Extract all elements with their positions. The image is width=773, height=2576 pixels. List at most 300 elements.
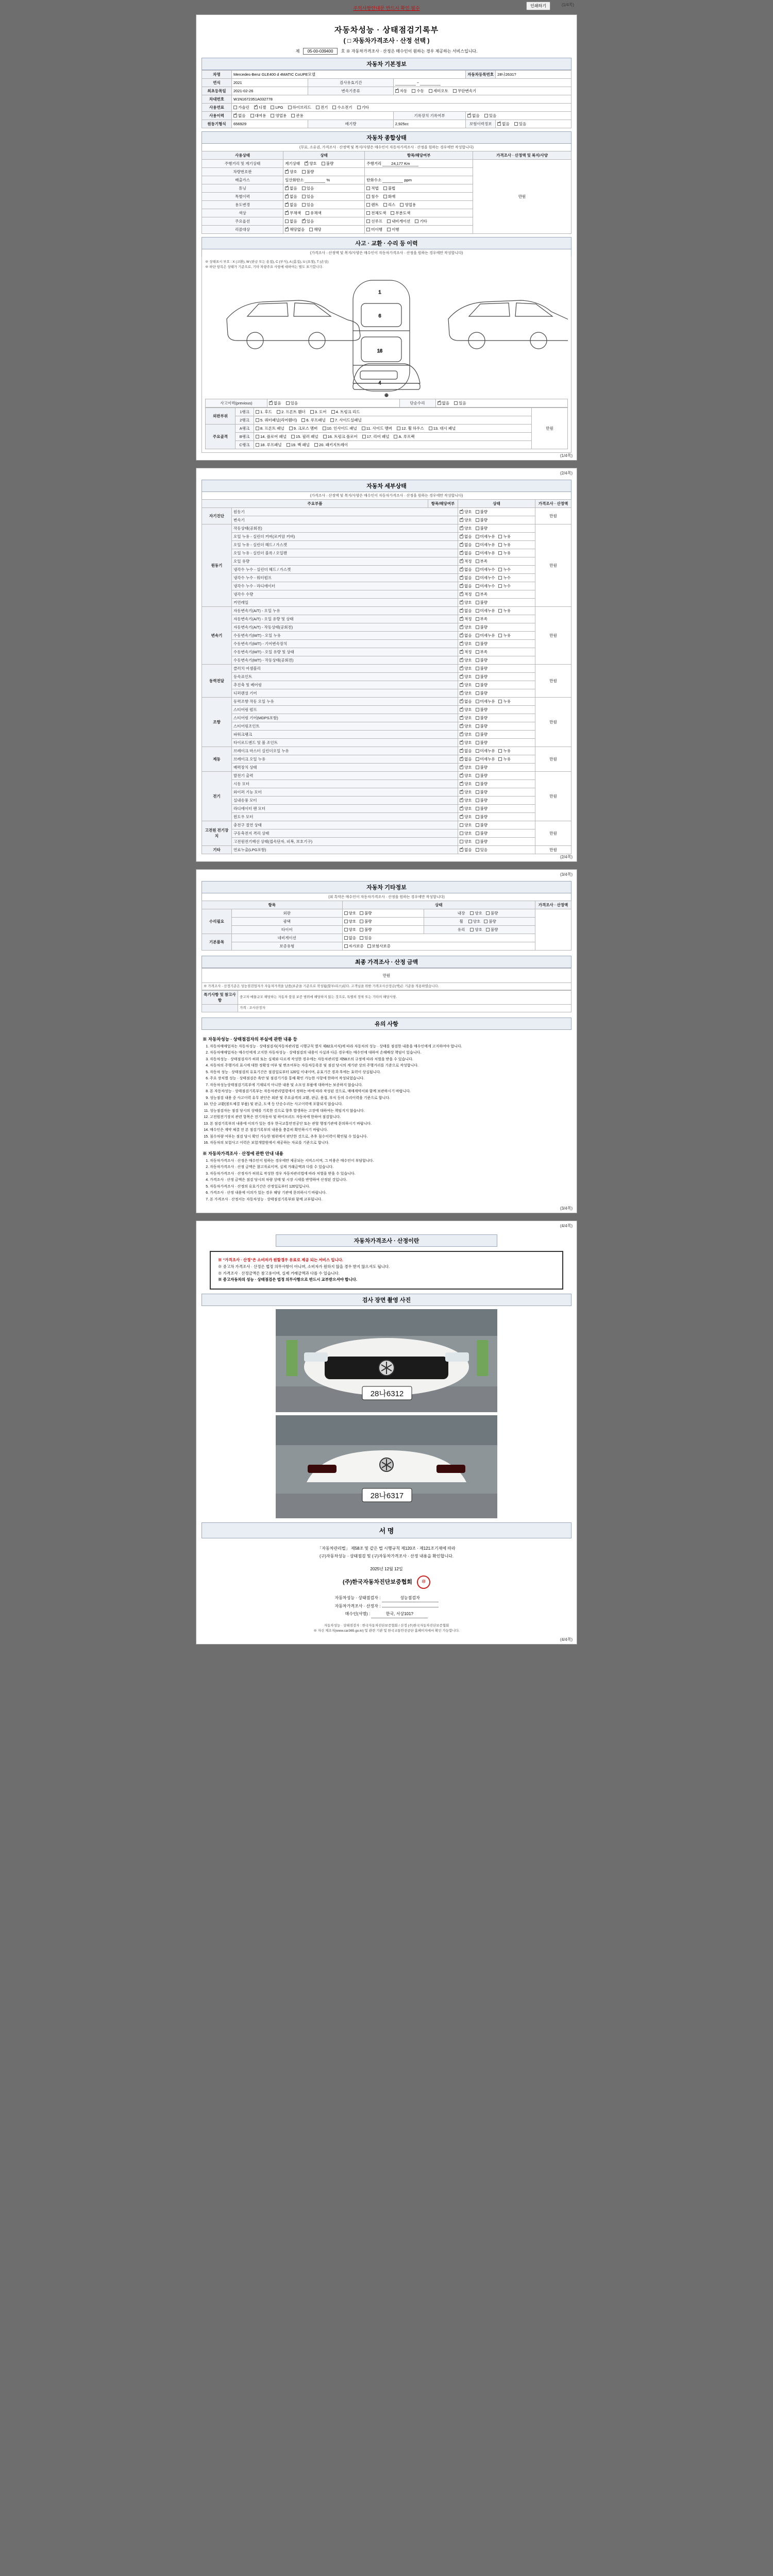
detail-header-state: 상태 bbox=[458, 499, 535, 507]
detail-item-state[interactable] bbox=[458, 582, 535, 590]
detail-item-state[interactable] bbox=[458, 738, 535, 747]
checkbox-icon[interactable] bbox=[460, 700, 463, 703]
checkbox-icon[interactable] bbox=[476, 683, 479, 687]
checkbox-icon[interactable] bbox=[476, 815, 479, 819]
detail-option[interactable]: ✓ 양호 bbox=[460, 666, 472, 671]
checkbox-icon[interactable] bbox=[460, 799, 463, 802]
notice-link[interactable]: 주의사항안내문 반드시 확인 필수 bbox=[353, 6, 420, 11]
detail-option[interactable]: 누유 bbox=[498, 756, 511, 762]
detail-option[interactable]: 불량 bbox=[476, 839, 488, 844]
detail-item-state[interactable] bbox=[458, 573, 535, 582]
detail-item-state[interactable] bbox=[458, 845, 535, 854]
detail-item-state[interactable] bbox=[458, 714, 535, 722]
detail-option[interactable]: 부족 bbox=[476, 591, 488, 597]
checkbox-icon[interactable] bbox=[476, 535, 479, 538]
detail-row bbox=[202, 672, 572, 681]
detail-item-state[interactable] bbox=[458, 516, 535, 524]
detail-option[interactable]: ✓ 없음 bbox=[460, 542, 472, 548]
checkbox-icon[interactable] bbox=[460, 642, 463, 646]
checkbox-icon[interactable] bbox=[498, 749, 502, 753]
detail-option[interactable]: 불량 bbox=[476, 798, 488, 803]
detail-option[interactable]: ✓ 양호 bbox=[460, 740, 472, 745]
footer-note-1: 자동차성능 · 상태점검자 : 한국자동차진단보증협회 / 산정 (주)한국자동차진단보증협회 bbox=[324, 1624, 449, 1628]
checkbox-icon[interactable] bbox=[476, 724, 479, 728]
detail-option[interactable]: ✓ 양호 bbox=[460, 682, 472, 688]
detail-item-label: 냉각수 누수 - 실린더 헤드 / 가스켓 bbox=[232, 565, 458, 573]
checkbox-icon[interactable] bbox=[476, 551, 479, 555]
detail-option[interactable]: ✓ 양호 bbox=[460, 641, 472, 647]
row-label-mileage: 주행거리 및 계기상태 bbox=[202, 160, 283, 168]
detail-option[interactable]: 미세누유 bbox=[476, 534, 495, 539]
checkbox-icon[interactable] bbox=[476, 749, 479, 753]
checkbox-icon[interactable] bbox=[460, 551, 463, 555]
detail-option[interactable]: 불량 bbox=[476, 682, 488, 688]
checkbox-icon[interactable] bbox=[476, 510, 479, 514]
detail-state-note: (가격조사 · 산정액 및 복지/사양은 매수인이 자동차가격조사 · 산정을 원하는 경우에만 작성합니다) bbox=[201, 492, 572, 499]
checkbox-icon[interactable] bbox=[460, 782, 463, 786]
accident-row-state-1: ✓ 없음 있음 bbox=[435, 399, 568, 407]
section-total-price: 최종 가격조사 · 산정 금액 bbox=[201, 956, 572, 968]
detail-item-state[interactable] bbox=[458, 705, 535, 714]
caution-list-item: 3. 자동차가격조사 · 산정자가 허위로 작성한 경우 자동차관리법에 따라 처벌을 받을 수 있습니다. bbox=[210, 1172, 570, 1177]
checkbox-icon[interactable] bbox=[476, 625, 479, 629]
detail-option[interactable]: 미세누유 bbox=[476, 633, 495, 638]
caution-list-item: 6. 가격조사 · 산정 내용에 이의가 있는 경우 해당 기관에 문의하시기 바랍니다. bbox=[210, 1191, 570, 1196]
checkbox-icon[interactable] bbox=[476, 741, 479, 744]
checkbox-icon[interactable] bbox=[460, 625, 463, 629]
detail-item-state[interactable] bbox=[458, 779, 535, 788]
detail-option[interactable]: 있음 bbox=[476, 847, 488, 853]
frame-item-1: 1. 후드 bbox=[260, 409, 272, 414]
row-label-emission: 배출가스 bbox=[202, 176, 283, 184]
detail-group-price: 만원 bbox=[535, 697, 572, 747]
detail-item-state[interactable] bbox=[458, 755, 535, 763]
detail-item-state[interactable] bbox=[458, 672, 535, 681]
checkbox-icon[interactable] bbox=[476, 592, 479, 596]
detail-option[interactable]: 미세누유 bbox=[476, 699, 495, 704]
detail-option[interactable]: ✓ 양호 bbox=[460, 723, 472, 729]
detail-item-state[interactable] bbox=[458, 524, 535, 532]
row-items-usechange: 렌트 리스 영업용 bbox=[365, 201, 473, 209]
checkbox-icon[interactable] bbox=[476, 617, 479, 621]
detail-option[interactable]: 불량 bbox=[476, 690, 488, 696]
frame-price-cell: 만원 bbox=[532, 408, 568, 449]
caution-list-item: 13. 본 점검기록부의 내용에 이의가 있는 경우 한국교통안전공단 또는 관할 행정기관에 문의하시기 바랍니다. bbox=[210, 1122, 570, 1127]
detail-option[interactable]: ✓ 양호 bbox=[460, 765, 472, 770]
detail-item-label: 윈도우 모터 bbox=[232, 812, 458, 821]
detail-item-state[interactable] bbox=[458, 549, 535, 557]
detail-option[interactable]: 누유 bbox=[498, 748, 511, 754]
detail-item-state[interactable] bbox=[458, 540, 535, 549]
detail-row bbox=[202, 730, 572, 738]
detail-option[interactable]: 불량 bbox=[476, 789, 488, 795]
detail-row bbox=[202, 540, 572, 549]
checkbox-icon[interactable] bbox=[476, 650, 479, 654]
inspection-photo-front bbox=[276, 1309, 497, 1412]
row-state-tuning: ✓ 없음 있음 bbox=[283, 184, 365, 193]
checkbox-icon[interactable] bbox=[476, 568, 479, 571]
section-cautions: 유의 사항 bbox=[201, 1018, 572, 1030]
detail-option[interactable]: ✓ 양호 bbox=[460, 814, 472, 820]
checkbox-icon[interactable] bbox=[460, 592, 463, 596]
detail-option[interactable]: 불량 bbox=[476, 740, 488, 745]
detail-item-state[interactable] bbox=[458, 639, 535, 648]
frame-rank-table bbox=[205, 408, 568, 449]
detail-option[interactable]: 불량 bbox=[476, 806, 488, 811]
detail-option[interactable]: 누유 bbox=[498, 699, 511, 704]
detail-item-state[interactable] bbox=[458, 681, 535, 689]
detail-group-price: 만원 bbox=[535, 845, 572, 854]
detail-group-label: 자기진단 bbox=[202, 507, 232, 524]
detail-item-state[interactable] bbox=[458, 648, 535, 656]
svg-text:1: 1 bbox=[378, 289, 381, 295]
section-accident-history: 사고 · 교환 · 수리 등 이력 bbox=[201, 237, 572, 249]
detail-option[interactable]: 불량 bbox=[476, 509, 488, 515]
detail-option[interactable]: 양호 bbox=[460, 822, 472, 828]
detail-option[interactable]: ✓ 양호 bbox=[460, 707, 472, 713]
detail-item-label: 발전기 출력 bbox=[232, 771, 458, 779]
detail-option[interactable]: 불량 bbox=[476, 624, 488, 630]
detail-option[interactable]: ✓ 양호 bbox=[460, 781, 472, 787]
caution-list-item: 6. 주요 장치별 성능 · 상태점검은 육안 및 점검기기를 통해 확인 가능한 사항에 한하여 작성되었습니다. bbox=[210, 1076, 570, 1082]
page-indicator-1: (1/4쪽) bbox=[561, 3, 574, 7]
detail-option[interactable]: ✓ 없음 bbox=[460, 847, 472, 853]
detail-option[interactable]: 불량 bbox=[476, 600, 488, 605]
checkbox-icon[interactable] bbox=[476, 691, 479, 695]
detail-option[interactable]: 불량 bbox=[476, 517, 488, 523]
detail-item-state[interactable] bbox=[458, 747, 535, 755]
checkbox-icon[interactable] bbox=[498, 584, 502, 588]
checkbox-icon[interactable] bbox=[460, 790, 463, 794]
checkbox-icon[interactable] bbox=[476, 733, 479, 736]
other-item-wheel: 휠 양호 불량 bbox=[424, 917, 535, 925]
detail-option[interactable]: 미세누유 bbox=[476, 550, 495, 556]
detail-option[interactable]: ✓ 없음 bbox=[460, 534, 472, 539]
page-indicator-3: (3/4쪽) bbox=[560, 872, 573, 877]
detail-option[interactable]: 양호 bbox=[460, 831, 472, 836]
detail-row bbox=[202, 796, 572, 804]
checkbox-icon[interactable] bbox=[476, 518, 479, 522]
detail-item-state[interactable] bbox=[458, 771, 535, 779]
detail-option[interactable]: 누수 bbox=[498, 583, 511, 589]
detail-option[interactable]: ✓ 양호 bbox=[460, 674, 472, 680]
checkbox-icon[interactable] bbox=[476, 766, 479, 769]
detail-item-state[interactable] bbox=[458, 829, 535, 837]
checkbox-icon[interactable] bbox=[460, 601, 463, 604]
checkbox-icon[interactable] bbox=[476, 807, 479, 810]
detail-item-state[interactable] bbox=[458, 697, 535, 705]
checkbox-icon[interactable] bbox=[460, 757, 463, 761]
value-motor: 656929 bbox=[232, 120, 308, 128]
detail-option[interactable]: ✓ 양호 bbox=[460, 526, 472, 531]
detail-item-state[interactable] bbox=[458, 606, 535, 615]
detail-option[interactable]: ✓ 양호 bbox=[460, 624, 472, 630]
detail-option[interactable]: 불량 bbox=[476, 822, 488, 828]
checkbox-icon[interactable] bbox=[476, 774, 479, 777]
row-items-emission bbox=[365, 176, 473, 184]
accident-legend-2: ※ 하단 항목은 상태가 기준으로, 기타 차량주요 사항에 대하여는 별도 표기합니다. bbox=[205, 265, 324, 269]
emission-hc-label: 탄화수소 bbox=[366, 178, 382, 182]
signature-row-0-value: 성능점검자 bbox=[382, 1594, 439, 1602]
detail-option[interactable]: 불량 bbox=[476, 641, 488, 647]
detail-option[interactable]: ✓ 적정 bbox=[460, 616, 472, 622]
detail-item-label: 원동기 bbox=[232, 507, 458, 516]
detail-item-state[interactable] bbox=[458, 507, 535, 516]
accident-note: (가격조사 · 산정액 및 복지/사양은 매수인이 자동차가격조사 · 산정을 원하는 경우에만 작성합니다) bbox=[201, 249, 572, 257]
mileage-value: 24,177 Km bbox=[382, 161, 418, 166]
checkbox-icon[interactable] bbox=[460, 675, 463, 679]
detail-item-state[interactable] bbox=[458, 812, 535, 821]
checkbox-icon[interactable] bbox=[476, 658, 479, 662]
other-label-repair: 수리필요 bbox=[202, 909, 232, 934]
checkbox-icon[interactable] bbox=[460, 733, 463, 736]
detail-option[interactable]: 불량 bbox=[476, 765, 488, 770]
detail-option[interactable]: 불량 bbox=[476, 814, 488, 820]
checkbox-icon[interactable] bbox=[460, 807, 463, 810]
detail-option[interactable]: ✓ 양호 bbox=[460, 600, 472, 605]
checkbox-icon[interactable] bbox=[476, 675, 479, 679]
detail-option[interactable]: 불량 bbox=[476, 715, 488, 721]
detail-option[interactable]: 미세누유 bbox=[476, 756, 495, 762]
checkbox-icon[interactable] bbox=[498, 568, 502, 571]
overall-state-table bbox=[201, 151, 572, 234]
detail-option[interactable]: 불량 bbox=[476, 773, 488, 778]
cautions-block bbox=[201, 1030, 572, 1206]
detail-option[interactable]: ✓ 적정 bbox=[460, 591, 472, 597]
detail-option[interactable]: 불량 bbox=[476, 781, 488, 787]
detail-option[interactable]: ✓ 없음 bbox=[460, 575, 472, 581]
detail-option[interactable]: ✓ 양호 bbox=[460, 657, 472, 663]
checkbox-icon[interactable] bbox=[460, 716, 463, 720]
detail-option[interactable]: 부족 bbox=[476, 616, 488, 622]
detail-option[interactable]: ✓ 양호 bbox=[460, 806, 472, 811]
other-item-warranty: 보증유형 bbox=[232, 942, 343, 950]
detail-item-state[interactable] bbox=[458, 689, 535, 697]
checkbox-icon[interactable] bbox=[476, 576, 479, 580]
main-rank-b-items bbox=[254, 432, 532, 440]
caution-list-item: 12. 고전원전기장치 관련 항목은 전기자동차 및 하이브리드 자동차에 한하여 점검합니다. bbox=[210, 1115, 570, 1121]
detail-option[interactable]: ✓ 없음 bbox=[460, 583, 472, 589]
checkbox-icon[interactable] bbox=[460, 667, 463, 670]
detail-item-state[interactable] bbox=[458, 557, 535, 565]
checkbox-icon[interactable] bbox=[460, 741, 463, 744]
detail-item-state[interactable] bbox=[458, 532, 535, 540]
checkbox-icon[interactable] bbox=[460, 568, 463, 571]
checkbox-icon[interactable] bbox=[476, 823, 479, 827]
checkbox-icon[interactable] bbox=[498, 609, 502, 613]
detail-option[interactable]: ✓ 양호 bbox=[460, 509, 472, 515]
checkbox-icon[interactable] bbox=[460, 766, 463, 769]
frame-label: 외판부위 bbox=[206, 408, 236, 424]
detail-option[interactable]: ✓ 양호 bbox=[460, 715, 472, 721]
checkbox-icon[interactable] bbox=[476, 757, 479, 761]
detail-option[interactable]: ✓ 없음 bbox=[460, 748, 472, 754]
detail-header-parts: 주요부품 bbox=[202, 499, 428, 507]
detail-option[interactable]: 부족 bbox=[476, 649, 488, 655]
detail-option[interactable]: ✓ 양호 bbox=[460, 732, 472, 737]
detail-option[interactable]: 양호 bbox=[460, 839, 472, 844]
detail-option[interactable]: 부족 bbox=[476, 558, 488, 564]
detail-row bbox=[202, 631, 572, 639]
detail-option[interactable]: 미세누수 bbox=[476, 583, 495, 589]
detail-item-state[interactable] bbox=[458, 722, 535, 730]
checkbox-icon[interactable] bbox=[460, 848, 463, 852]
checkbox-icon[interactable] bbox=[460, 518, 463, 522]
detail-option[interactable]: 불량 bbox=[476, 723, 488, 729]
checkbox-icon[interactable] bbox=[476, 609, 479, 613]
detail-option[interactable]: ✓ 적정 bbox=[460, 558, 472, 564]
checkbox-icon[interactable] bbox=[460, 584, 463, 588]
checkbox-icon[interactable] bbox=[476, 642, 479, 646]
detail-option[interactable]: ✓ 적정 bbox=[460, 649, 472, 655]
checkbox-icon[interactable] bbox=[498, 535, 502, 538]
detail-item-state[interactable] bbox=[458, 590, 535, 598]
checkbox-icon[interactable] bbox=[460, 634, 463, 637]
detail-row bbox=[202, 524, 572, 532]
special-notes-value-1: 가격 · 조사산정자 bbox=[238, 1005, 572, 1012]
checkbox-icon[interactable] bbox=[460, 840, 463, 843]
detail-item-state[interactable] bbox=[458, 598, 535, 606]
checkbox-icon[interactable] bbox=[498, 757, 502, 761]
print-button[interactable]: 인쇄하기 bbox=[526, 2, 550, 10]
checkbox-icon[interactable] bbox=[476, 716, 479, 720]
other-state-outer: 양호 불량 bbox=[342, 909, 424, 917]
checkbox-icon[interactable] bbox=[498, 700, 502, 703]
checkbox-icon[interactable] bbox=[460, 724, 463, 728]
detail-option[interactable]: 미세누유 bbox=[476, 608, 495, 614]
checkbox-icon[interactable] bbox=[460, 823, 463, 827]
checkbox-icon[interactable] bbox=[476, 799, 479, 802]
detail-item-label: 커먼레일 bbox=[232, 598, 458, 606]
checkbox-icon[interactable] bbox=[460, 832, 463, 835]
checkbox-icon[interactable] bbox=[498, 576, 502, 580]
checkbox-icon[interactable] bbox=[460, 576, 463, 580]
checkbox-icon[interactable] bbox=[476, 560, 479, 563]
detail-option[interactable]: ✓ 없음 bbox=[460, 608, 472, 614]
checkbox-icon[interactable] bbox=[460, 815, 463, 819]
checkbox-icon[interactable] bbox=[498, 543, 502, 547]
signature-row-0: 자동차성능 · 상태점검자 : 성능점검자 bbox=[201, 1594, 572, 1602]
detail-item-state[interactable] bbox=[458, 565, 535, 573]
detail-item-state[interactable] bbox=[458, 763, 535, 771]
checkbox-icon[interactable] bbox=[460, 617, 463, 621]
checkbox-icon[interactable] bbox=[460, 510, 463, 514]
checkbox-icon[interactable] bbox=[476, 700, 479, 703]
caution-list-item: 9. 성능점검 내용 중 사고이력 유무 판단은 외판 및 주요골격의 교환, 판금, 용접, 부식 등의 수리이력을 기준으로 합니다. bbox=[210, 1096, 570, 1101]
detail-option[interactable]: 미세누유 bbox=[476, 542, 495, 548]
detail-option[interactable]: ✓ 양호 bbox=[460, 773, 472, 778]
checkbox-icon[interactable] bbox=[476, 584, 479, 588]
detail-item-state[interactable] bbox=[458, 730, 535, 738]
checkbox-icon[interactable] bbox=[460, 658, 463, 662]
checkbox-icon[interactable] bbox=[460, 650, 463, 654]
checkbox-icon[interactable] bbox=[460, 543, 463, 547]
checkbox-icon[interactable] bbox=[476, 790, 479, 794]
detail-option[interactable]: 불량 bbox=[476, 831, 488, 836]
detail-option[interactable]: ✓ 양호 bbox=[460, 789, 472, 795]
checkbox-icon[interactable] bbox=[498, 634, 502, 637]
detail-item-state[interactable] bbox=[458, 664, 535, 672]
value-year: 2021 bbox=[232, 79, 308, 87]
checkbox-icon[interactable] bbox=[476, 527, 479, 530]
checkbox-icon[interactable] bbox=[460, 609, 463, 613]
detail-option[interactable]: ✓ 없음 bbox=[460, 550, 472, 556]
checkbox-icon[interactable] bbox=[476, 634, 479, 637]
detail-option[interactable]: ✓ 양호 bbox=[460, 690, 472, 696]
detail-item-label: 와이퍼 기능 모터 bbox=[232, 788, 458, 796]
detail-option[interactable]: ✓ 양호 bbox=[460, 798, 472, 803]
detail-option[interactable]: 불량 bbox=[476, 666, 488, 671]
row-label-tuning: 튜닝 bbox=[202, 184, 283, 193]
detail-item-label: 냉각수 수량 bbox=[232, 590, 458, 598]
detail-option[interactable]: 불량 bbox=[476, 526, 488, 531]
detail-option[interactable]: 미세누수 bbox=[476, 567, 495, 572]
checkbox-icon[interactable] bbox=[476, 840, 479, 843]
detail-option[interactable]: 누유 bbox=[498, 542, 511, 548]
checkbox-icon[interactable] bbox=[476, 832, 479, 835]
checkbox-icon[interactable] bbox=[460, 560, 463, 563]
detail-option[interactable]: ✓ 없음 bbox=[460, 756, 472, 762]
detail-option[interactable]: 누유 bbox=[498, 633, 511, 638]
detail-item-label: 수동변속기(M/T) - 기어변속장치 bbox=[232, 639, 458, 648]
detail-item-label: 수동변속기(M/T) - 작동상태(공회전) bbox=[232, 656, 458, 664]
checkbox-icon[interactable] bbox=[476, 782, 479, 786]
detail-option[interactable]: 누유 bbox=[498, 534, 511, 539]
detail-option[interactable]: 누유 bbox=[498, 608, 511, 614]
detail-option[interactable]: 누유 bbox=[498, 550, 511, 556]
detail-item-state[interactable] bbox=[458, 837, 535, 845]
detail-option[interactable]: 불량 bbox=[476, 707, 488, 713]
detail-option[interactable]: 불량 bbox=[476, 657, 488, 663]
detail-item-state[interactable] bbox=[458, 788, 535, 796]
checkbox-icon[interactable] bbox=[460, 535, 463, 538]
checkbox-icon[interactable] bbox=[476, 543, 479, 547]
detail-option[interactable]: 불량 bbox=[476, 674, 488, 680]
caution-list-item: 14. 매수인은 계약 체결 전 본 점검기록부의 내용을 충분히 확인하시기 바랍니다. bbox=[210, 1128, 570, 1133]
detail-option[interactable]: 미세누수 bbox=[476, 575, 495, 581]
detail-option[interactable]: 불량 bbox=[476, 732, 488, 737]
detail-option[interactable]: ✓ 없음 bbox=[460, 567, 472, 572]
row-items-color: 전체도색 부분도색 bbox=[365, 209, 473, 217]
detail-option[interactable]: 누수 bbox=[498, 575, 511, 581]
checkbox-icon[interactable] bbox=[460, 708, 463, 711]
detail-item-label: 스티어링 기어(MDPS포함) bbox=[232, 714, 458, 722]
checkbox-icon[interactable] bbox=[476, 601, 479, 604]
checkbox-icon[interactable] bbox=[460, 774, 463, 777]
checkbox-icon[interactable] bbox=[476, 848, 479, 852]
detail-item-state[interactable] bbox=[458, 656, 535, 664]
detail-option[interactable]: 누수 bbox=[498, 567, 511, 572]
checkbox-icon[interactable] bbox=[460, 749, 463, 753]
detail-option[interactable]: ✓ 양호 bbox=[460, 517, 472, 523]
detail-item-state[interactable] bbox=[458, 804, 535, 812]
detail-item-state[interactable] bbox=[458, 623, 535, 631]
checkbox-icon[interactable] bbox=[460, 683, 463, 687]
checkbox-icon[interactable] bbox=[460, 691, 463, 695]
detail-option[interactable]: ✓ 없음 bbox=[460, 633, 472, 638]
detail-option[interactable]: ✓ 없음 bbox=[460, 699, 472, 704]
checkbox-icon[interactable] bbox=[460, 527, 463, 530]
detail-option[interactable]: 미세누유 bbox=[476, 748, 495, 754]
detail-item-state[interactable] bbox=[458, 821, 535, 829]
detail-group-price: 만원 bbox=[535, 747, 572, 771]
checkbox-icon[interactable] bbox=[498, 551, 502, 555]
detail-item-state[interactable] bbox=[458, 796, 535, 804]
checkbox-icon[interactable] bbox=[476, 667, 479, 670]
detail-item-state[interactable] bbox=[458, 615, 535, 623]
detail-item-state[interactable] bbox=[458, 631, 535, 639]
checkbox-icon[interactable] bbox=[476, 708, 479, 711]
